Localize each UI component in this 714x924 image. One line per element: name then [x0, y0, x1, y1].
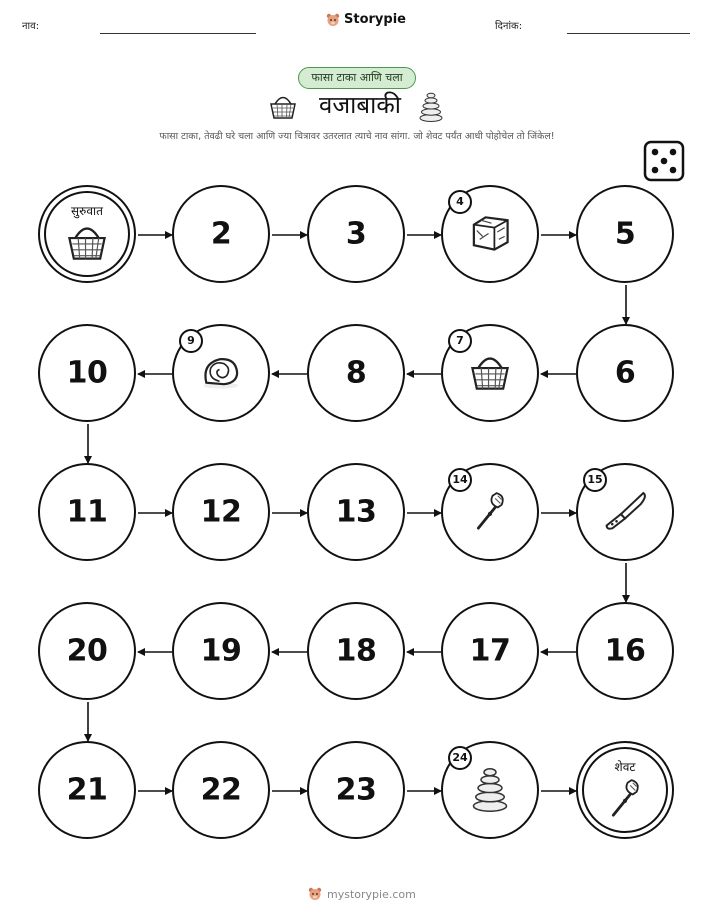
name-label: नाव: [22, 21, 40, 32]
board-space[interactable] [576, 324, 674, 422]
board-space[interactable] [576, 185, 674, 283]
space-number: 23 [335, 772, 377, 808]
whisk-icon [470, 488, 510, 536]
space-number: 12 [200, 494, 242, 530]
space-number: 5 [614, 216, 636, 252]
board-space[interactable] [38, 324, 136, 422]
start-label: सुरुवात [71, 204, 103, 218]
space-number: 2 [210, 216, 232, 252]
space-number-badge: 15 [583, 468, 607, 492]
space-number: 6 [614, 355, 636, 391]
board-space[interactable] [172, 602, 270, 700]
space-number: 16 [604, 633, 646, 669]
space-number: 13 [335, 494, 377, 530]
space-number: 8 [345, 355, 367, 391]
basket-icon [65, 219, 109, 267]
board-space[interactable] [172, 185, 270, 283]
space-number: 10 [66, 355, 108, 391]
stone-stack-icon [470, 764, 510, 816]
board-space[interactable] [172, 463, 270, 561]
board-space[interactable] [307, 602, 405, 700]
snail-shell-icon [199, 349, 243, 397]
space-number-badge: 14 [448, 468, 472, 492]
bear-mascot-icon [308, 887, 322, 901]
end-space[interactable] [576, 741, 674, 839]
board-space[interactable] [307, 741, 405, 839]
footer-url[interactable]: mystorypie.com [327, 887, 416, 901]
board-space[interactable] [38, 602, 136, 700]
board-space[interactable] [307, 185, 405, 283]
board-space[interactable] [172, 741, 270, 839]
board-space[interactable] [307, 324, 405, 422]
board-space[interactable] [307, 463, 405, 561]
knife-icon [601, 488, 649, 536]
end-label: शेवट [614, 760, 636, 774]
whisk-icon [605, 775, 645, 823]
activity-tag: फासा टाका आणि चला [298, 67, 416, 89]
space-number-badge: 24 [448, 746, 472, 770]
space-number: 19 [200, 633, 242, 669]
space-number-badge: 9 [179, 329, 203, 353]
space-number: 20 [66, 633, 108, 669]
start-space[interactable] [38, 185, 136, 283]
board-space[interactable] [576, 602, 674, 700]
space-number-badge: 7 [448, 329, 472, 353]
footer [308, 887, 416, 901]
space-number: 22 [200, 772, 242, 808]
space-number: 3 [345, 216, 367, 252]
space-number: 21 [66, 772, 108, 808]
date-label: दिनांक: [495, 21, 523, 32]
board-space[interactable] [38, 463, 136, 561]
cube-icon [468, 210, 512, 258]
space-number: 18 [335, 633, 377, 669]
basket-icon [468, 349, 512, 397]
space-number: 17 [469, 633, 511, 669]
instructions-text: फासा टाका, तेवढी घरे चला आणि ज्या चित्रावर उतरलात त्याचे नाव सांगा. जो शेवट पर्यंत आधी पोहोचेल तो जिंकेल! [159, 131, 555, 142]
space-number: 11 [66, 494, 108, 530]
brand-name: Storypie [344, 12, 406, 27]
worksheet-title: वजाबाकी [319, 91, 401, 119]
space-number-badge: 4 [448, 190, 472, 214]
board-space[interactable] [38, 741, 136, 839]
board-space[interactable] [441, 602, 539, 700]
